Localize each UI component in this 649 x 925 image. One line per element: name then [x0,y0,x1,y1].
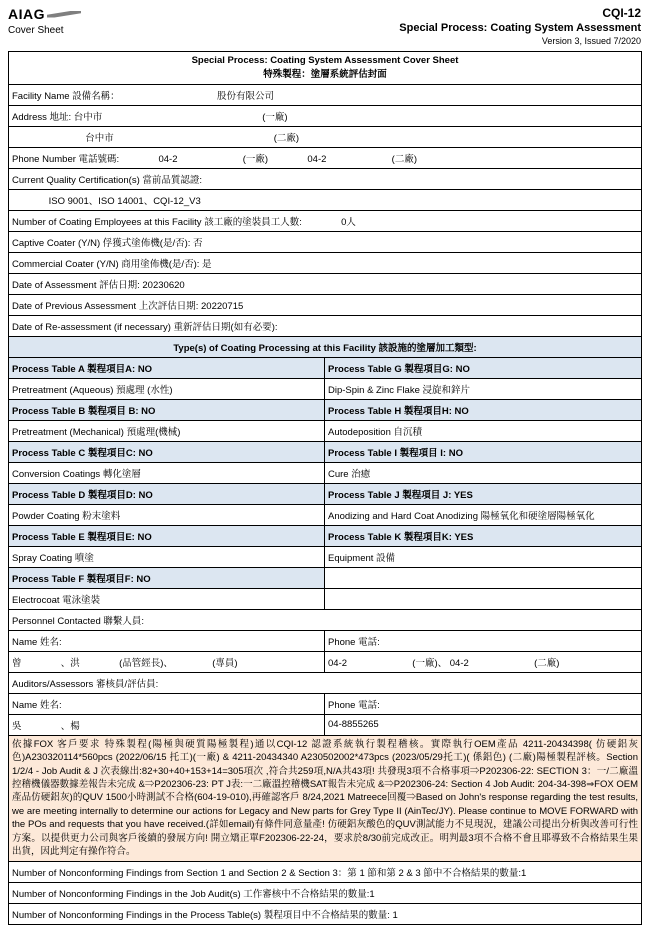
personnel-phone-value [325,651,642,672]
process-table-a: Process Table A 製程項目A: NO [9,357,325,378]
process-table-e: Process Table E 製程項目E: NO [9,525,325,546]
spray-coating: Spray Coating 噴塗 [9,546,325,567]
table-row [9,168,642,189]
conversion-coatings: Conversion Coatings 轉化塗層 [9,462,325,483]
cure: Cure 治癒 [325,462,642,483]
personnel-phone-plant-2: (二廠) [534,657,560,669]
assessment-date-row: Date of Assessment 評估日期: 20230620 [9,273,642,294]
process-table-d: Process Table D 製程項目D: NO [9,483,325,504]
coating-types-header: Type(s) of Coating Processing at this Facility 該設施的塗層加工類型: [9,336,642,357]
auditor-name-1: 吳 [12,720,22,732]
document-version: Version 3, Issued 7/2020 [541,36,641,46]
phone-row [9,147,642,168]
empty-cell-1 [325,567,642,588]
header-left [8,6,81,36]
personnel-phone-2: 04-2 [449,657,469,669]
personnel-name-2: 、洪 [60,657,80,669]
phone-plant-1: (一廠) [242,153,269,165]
pretreatment-mechanical: Pretreatment (Mechanical) 預處理(機械) [9,420,325,441]
auditor-name-2: 、楊 [60,720,80,732]
anodizing-hard-coat: Anodizing and Hard Coat Anodizing 陽極氧化和硬塗層陽極氧化 [325,504,642,525]
auditor-phone-label: Phone 電話: [325,693,642,714]
process-table-c: Process Table C 製程項目C: NO [9,441,325,462]
certification-label-row: Current Quality Certification(s) 當前品質認證: [9,168,642,189]
table-row [9,231,642,252]
phone-value-2: 04-2 [307,153,327,165]
swoosh-icon [47,9,81,20]
facility-name-value: 股份有限公司 [216,90,274,102]
reassessment-date-row: Date of Re-assessment (if necessary) 重新評估日期(如有必要): [9,315,642,336]
process-table-b: Process Table B 製程項目 B: NO [9,399,325,420]
address-label: Address 地址: 台中市 [12,111,103,123]
address-city-2: 台中市 [85,132,114,144]
personnel-name-label: Name 姓名: [9,630,325,651]
nonconforming-sections: Number of Nonconforming Findings from Section 1 and Section 2 & Section 3：第 1 節和第 2 & 3 節中不合格結果的數量:1 [9,861,642,882]
table-row [9,273,642,294]
empty-cell-2 [325,588,642,609]
commercial-coater-row: Commercial Coater (Y/N) 商用塗佈機(是/否): 是 [9,252,642,273]
table-row [9,735,642,861]
table-row [9,630,642,651]
address-plant-2: (二廠) [273,132,300,144]
process-table-f: Process Table F 製程項目F: NO [9,567,325,588]
auditor-name-value [9,714,325,735]
table-row [9,315,642,336]
personnel-name-value [9,651,325,672]
table-row [9,546,642,567]
employees-label: Number of Coating Employees at this Facility 該工廠的塗裝員工人數: [12,216,302,228]
header-right [399,6,641,46]
employees-value: 0人 [341,216,356,228]
table-row [9,651,642,672]
table-row [9,294,642,315]
equipment: Equipment 設備 [325,546,642,567]
table-row [9,714,642,735]
table-row [9,105,642,126]
autodeposition: Autodeposition 自沉積 [325,420,642,441]
table-row [9,420,642,441]
document-header [8,6,641,46]
previous-assessment-date-row: Date of Previous Assessment 上次評估日期: 20220715 [9,294,642,315]
personnel-phone-label: Phone 電話: [325,630,642,651]
aiag-logo-text: AIAG [8,6,45,22]
nonconforming-job-audits: Number of Nonconforming Findings in the Job Audit(s) 工作審核中不合格結果的數量:1 [9,882,642,903]
employees-row [9,210,642,231]
process-table-j: Process Table J 製程項目 J: YES [325,483,642,504]
table-row [9,336,642,357]
aiag-logo [8,6,81,22]
process-table-h: Process Table H 製程項目H: NO [325,399,642,420]
phone-plant-2: (二廠) [391,153,417,165]
sheet-title-cell [9,52,642,85]
sheet-title-en: Special Process: Coating System Assessment Cover Sheet [191,55,459,66]
sheet-title-zh: 特殊製程：塗層系統評估封面 [263,68,387,80]
table-row [9,378,642,399]
table-row [9,84,642,105]
cover-sheet-label: Cover Sheet [8,25,64,36]
table-row [9,609,642,630]
table-row [9,126,642,147]
document-title: Special Process: Coating System Assessment [399,22,641,34]
document-code: CQI-12 [602,6,641,20]
auditor-phone-value: 04-8855265 [325,714,642,735]
table-row [9,210,642,231]
table-row [9,357,642,378]
table-row [9,693,642,714]
personnel-phone-plant-1: (一廠)、 [412,657,448,669]
electrocoat: Electrocoat 電泳塗裝 [9,588,325,609]
address-plant-1: (一廠) [262,111,288,123]
personnel-name-1: 曾 [12,657,22,669]
table-row [9,462,642,483]
phone-label: Phone Number 電話號碼: [12,153,120,165]
personnel-title-1: (品管經長)、 [119,657,173,669]
table-row [9,861,642,882]
pretreatment-aqueous: Pretreatment (Aqueous) 預處理 (水性) [9,378,325,399]
captive-coater-row: Captive Coater (Y/N) 俘獲式塗佈機(是/否): 否 [9,231,642,252]
table-row [9,441,642,462]
auditor-name-label: Name 姓名: [9,693,325,714]
certification-value-row [9,189,642,210]
process-table-g: Process Table G 製程項目G: NO [325,357,642,378]
table-row [9,525,642,546]
auditors-header: Auditors/Assessors 審核員/評估員: [9,672,642,693]
table-row [9,252,642,273]
table-row [9,147,642,168]
process-table-i: Process Table I 製程項目 I: NO [325,441,642,462]
table-row [9,189,642,210]
table-row [9,672,642,693]
table-row [9,399,642,420]
cover-sheet-table [8,51,642,925]
table-row [9,903,642,924]
address-row-1 [9,105,642,126]
phone-value-1: 04-2 [158,153,178,165]
powder-coating: Powder Coating 粉末塗料 [9,504,325,525]
personnel-phone-1: 04-2 [328,657,348,669]
dip-spin-zinc-flake: Dip-Spin & Zinc Flake 浸旋和鋅片 [325,378,642,399]
table-row [9,52,642,85]
process-table-k: Process Table K 製程項目K: YES [325,525,642,546]
assessment-notes: 依據FOX 客戶要求 特殊製程(陽極與硬質陽極製程)通以CQI-12 認證系統執行製程稽核。實際執行OEM產品 4211-20434398( 仿硬鋁灰色)A230320114*560pcs (2022/06/15 托工)(一廠) & 4211-20434340 A230502002*473pcs (2023/05/29托工)( 係鋁色) (二廠)陽極製程評核。Section 1/2/4 - Job Audit & J 次表線出:82+30+40+153+14=305項次 ,符合共259項,N/A共43項! 共發現3項不合格事項⇒P202306-22: SECTION 3：一/二廠溫控稽機儀器數據差報告未完成 &⇒P202306-23: PT J表:一二廠溫控稽機SAT報告未完成 &⇒P202306-24: Section 4 Job Audit: 204-34-398⇒FOX OEM 產品仿硬鋁灰)的QUV 1500小時測試不合格(604-19-010),再確認客戶 8/24,2021 Matreece回覆⇒Based on John's response regarding the test results, we are meeting internally to determine our actions for Legacy and New parts for Grey Type II (AinTec/JY). Please continue to MOVE FORWARD with the POs and requests that you have received.(詳如email)有條件同意量產! 仿硬鋁灰酸色的QUV測試能力不見現況，建議公司提出分析與改善可行性方案。以提供更力公司與客戶後續的發展方向! 開立矯正單F202306-22-24，要求於8/30前完成改正。明判最3項不合格不會且耶導致不合格結果生果出貨，因此判定有操作符合。 [9,735,642,861]
table-row [9,567,642,588]
personnel-title-2: (專員) [212,657,238,669]
facility-name-label: Facility Name 設備名稱： [12,90,120,102]
personnel-contacted-header: Personnel Contacted 聯繫人員: [9,609,642,630]
certification-value: ISO 9001、ISO 14001、CQI-12_V3 [48,195,201,207]
table-row [9,588,642,609]
facility-name-row [9,84,642,105]
address-row-2 [9,126,642,147]
table-row [9,504,642,525]
table-row [9,483,642,504]
table-row [9,882,642,903]
nonconforming-process-tables: Number of Nonconforming Findings in the Process Table(s) 製程項目中不合格結果的數量: 1 [9,903,642,924]
